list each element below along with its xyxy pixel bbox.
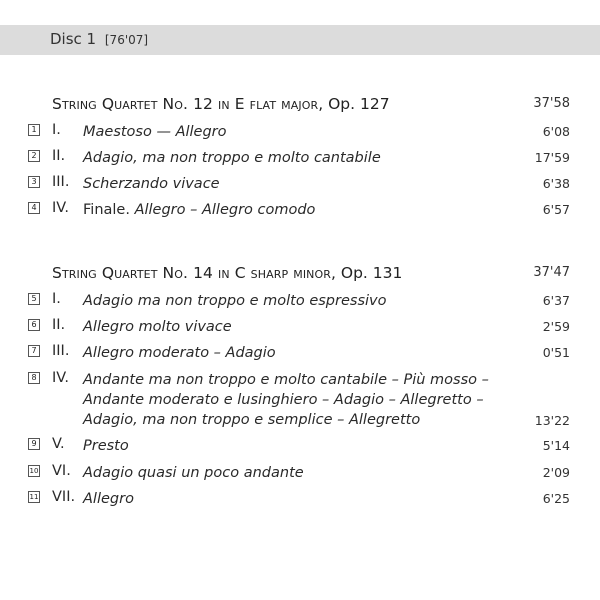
track-number: 5 [28, 293, 40, 305]
track-number: 8 [28, 372, 40, 384]
track-duration: 6'08 [542, 124, 570, 139]
track-duration: 6'38 [542, 176, 570, 191]
movement-title: Adagio ma non troppo e molto espressivo [83, 293, 387, 309]
movement-title: Presto [83, 438, 129, 454]
movement-title: Allegro molto vivace [83, 319, 232, 335]
movement-numeral: IV. [52, 200, 69, 216]
movement-title: Finale. Allegro – Allegro comodo [83, 202, 316, 218]
work-opus: , Op. 131 [331, 264, 403, 282]
movement-title-line: Adagio, ma non troppo e semplice – Allegretto [83, 412, 421, 428]
movement-title: Adagio, ma non troppo e molto cantabile [83, 150, 381, 166]
track-duration: 2'59 [542, 319, 570, 334]
movement-numeral: II. [52, 148, 66, 164]
track-duration: 5'14 [542, 438, 570, 453]
movement-title: Adagio quasi un poco andante [83, 465, 304, 481]
track-number: 7 [28, 345, 40, 357]
track-number: 6 [28, 319, 40, 331]
work-duration: 37'58 [533, 96, 570, 111]
movement-numeral: VI. [52, 463, 71, 479]
movement-title: Allegro [83, 491, 134, 507]
track-duration: 13'22 [534, 413, 570, 428]
movement-title-line: Andante ma non troppo e molto cantabile – Più mosso – [83, 372, 489, 388]
track-duration: 17'59 [534, 150, 570, 165]
work-title: String Quartet No. 12 in E flat major [52, 95, 319, 113]
track-number: 11 [29, 493, 39, 501]
track-number: 10 [29, 467, 39, 475]
disc-label: Disc 1 [50, 30, 97, 48]
track-number: 3 [28, 176, 40, 188]
track-number: 1 [28, 124, 40, 136]
track-duration: 0'51 [542, 345, 570, 360]
work-title: String Quartet No. 14 in C sharp minor [52, 264, 332, 282]
movement-numeral: II. [52, 317, 66, 333]
work-heading [52, 264, 570, 282]
disc-title [50, 30, 148, 48]
work-duration: 37'47 [533, 265, 570, 280]
movement-numeral: V. [52, 436, 65, 452]
movement-title: Allegro moderato – Adagio [83, 345, 276, 361]
movement-numeral: VII. [52, 489, 76, 505]
movement-numeral: IV. [52, 370, 69, 386]
track-number: 9 [28, 438, 40, 450]
movement-title: Scherzando vivace [83, 176, 220, 192]
work-heading [52, 95, 570, 113]
movement-title-line: Andante moderato e lusinghiero – Adagio – Allegretto – [83, 392, 484, 408]
track-duration: 6'25 [542, 491, 570, 506]
movement-title: Maestoso — Allegro [83, 124, 227, 140]
movement-numeral: III. [52, 343, 70, 359]
disc-duration: [76'07] [104, 33, 149, 47]
track-duration: 2'09 [542, 465, 570, 480]
track-duration: 6'37 [542, 293, 570, 308]
track-number: 2 [28, 150, 40, 162]
movement-numeral: III. [52, 174, 70, 190]
movement-numeral: I. [52, 291, 61, 307]
work-opus: , Op. 127 [318, 95, 390, 113]
movement-numeral: I. [52, 122, 61, 138]
track-number: 4 [28, 202, 40, 214]
track-duration: 6'57 [542, 202, 570, 217]
movement-title [83, 370, 489, 430]
